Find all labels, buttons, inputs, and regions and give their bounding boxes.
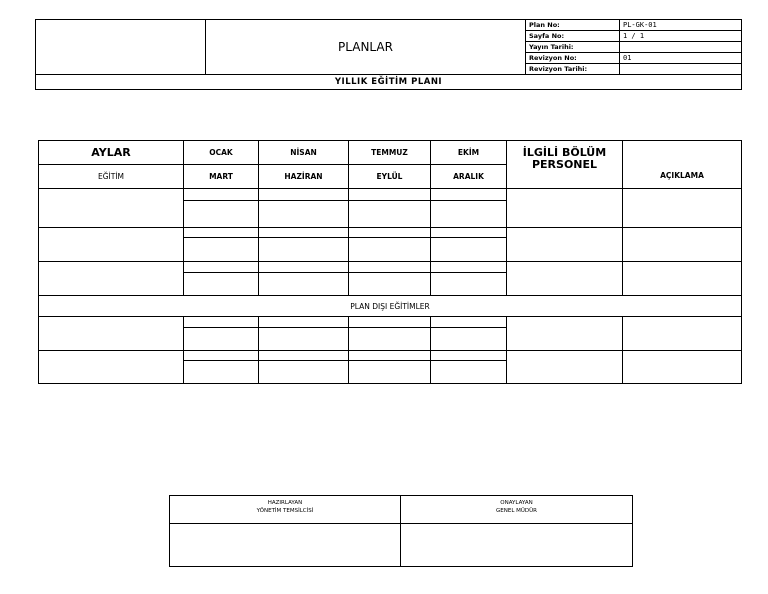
plan-cell[interactable] (184, 317, 259, 328)
plan-cell[interactable] (259, 351, 349, 361)
training-name-cell[interactable] (39, 317, 184, 351)
actual-cell[interactable] (431, 273, 507, 296)
plan-cell[interactable] (431, 262, 507, 273)
actual-cell[interactable] (184, 201, 259, 228)
revizyon-tarihi-value (620, 64, 742, 75)
plan-cell[interactable] (349, 189, 431, 201)
plan-cell[interactable] (259, 228, 349, 238)
actual-cell[interactable] (184, 328, 259, 351)
revizyon-tarihi-label: Revizyon Tarihi: (526, 64, 620, 75)
sayfa-no-label: Sayfa No: (526, 31, 620, 42)
ilgili-bolum-line2: PERSONEL (531, 158, 598, 171)
month-header-nisan: NİSAN (259, 141, 349, 165)
aciklama-header: AÇIKLAMA (623, 141, 742, 189)
actual-cell[interactable] (431, 361, 507, 384)
plan-disi-section-title: PLAN DIŞI EĞİTİMLER (39, 296, 742, 317)
actual-cell[interactable] (431, 238, 507, 262)
actual-cell[interactable] (184, 238, 259, 262)
personel-cell[interactable] (507, 262, 623, 296)
onaylayan-title: ONAYLAYAN (500, 500, 533, 506)
aciklama-cell[interactable] (623, 228, 742, 262)
aciklama-cell[interactable] (623, 189, 742, 228)
aylar-header: AYLAR (39, 141, 184, 165)
actual-cell[interactable] (349, 328, 431, 351)
actual-cell[interactable] (349, 201, 431, 228)
month-header-eylul: EYLÜL (349, 165, 431, 189)
hazirlayan-header (170, 496, 401, 524)
plan-cell[interactable] (184, 189, 259, 201)
revizyon-no-label: Revizyon No: (526, 53, 620, 64)
hazirlayan-title: HAZIRLAYAN (267, 500, 303, 506)
plan-cell[interactable] (184, 351, 259, 361)
plan-cell[interactable] (431, 351, 507, 361)
actual-cell[interactable] (349, 273, 431, 296)
personel-cell[interactable] (507, 228, 623, 262)
ilgili-bolum-line1: İLGİLİ BÖLÜM (522, 146, 607, 159)
actual-cell[interactable] (259, 201, 349, 228)
document-header (35, 19, 742, 90)
actual-cell[interactable] (259, 328, 349, 351)
hazirlayan-signature-cell[interactable] (170, 524, 401, 567)
aciklama-cell[interactable] (623, 262, 742, 296)
plan-cell[interactable] (431, 189, 507, 201)
actual-cell[interactable] (259, 238, 349, 262)
hazirlayan-role: YÖNETİM TEMSİLCİSİ (256, 508, 314, 514)
yayin-tarihi-value (620, 42, 742, 53)
plan-cell[interactable] (259, 262, 349, 273)
plan-cell[interactable] (349, 228, 431, 238)
plan-cell[interactable] (259, 189, 349, 201)
logo-cell (36, 20, 206, 75)
month-header-mart: MART (184, 165, 259, 189)
training-plan-table (38, 140, 742, 384)
actual-cell[interactable] (184, 361, 259, 384)
plan-cell[interactable] (184, 228, 259, 238)
egitim-header: EĞİTİM (39, 165, 184, 189)
page-title: PLANLAR (206, 20, 526, 75)
onaylayan-header (401, 496, 633, 524)
document-subtitle: YILLIK EĞİTİM PLANI (36, 75, 742, 90)
ilgili-bolum-header (507, 141, 623, 189)
personel-cell[interactable] (507, 189, 623, 228)
onaylayan-role: GENEL MÜDÜR (496, 508, 537, 514)
personel-cell[interactable] (507, 351, 623, 384)
training-name-cell[interactable] (39, 262, 184, 296)
sayfa-no-value: 1 / 1 (620, 31, 742, 42)
revizyon-no-value: 01 (620, 53, 742, 64)
plan-cell[interactable] (431, 317, 507, 328)
actual-cell[interactable] (431, 328, 507, 351)
plan-cell[interactable] (349, 317, 431, 328)
month-header-haziran: HAZİRAN (259, 165, 349, 189)
plan-cell[interactable] (349, 351, 431, 361)
actual-cell[interactable] (184, 273, 259, 296)
plan-no-value: PL-GK-01 (620, 20, 742, 31)
plan-cell[interactable] (349, 262, 431, 273)
month-header-aralik: ARALIK (431, 165, 507, 189)
plan-cell[interactable] (184, 262, 259, 273)
actual-cell[interactable] (349, 361, 431, 384)
plan-cell[interactable] (431, 228, 507, 238)
training-name-cell[interactable] (39, 228, 184, 262)
actual-cell[interactable] (349, 238, 431, 262)
month-header-ocak: OCAK (184, 141, 259, 165)
actual-cell[interactable] (431, 201, 507, 228)
plan-cell[interactable] (259, 317, 349, 328)
onaylayan-signature-cell[interactable] (401, 524, 633, 567)
plan-no-label: Plan No: (526, 20, 620, 31)
actual-cell[interactable] (259, 273, 349, 296)
month-header-ekim: EKİM (431, 141, 507, 165)
personel-cell[interactable] (507, 317, 623, 351)
training-name-cell[interactable] (39, 351, 184, 384)
aciklama-cell[interactable] (623, 351, 742, 384)
yayin-tarihi-label: Yayın Tarihi: (526, 42, 620, 53)
aciklama-cell[interactable] (623, 317, 742, 351)
month-header-temmuz: TEMMUZ (349, 141, 431, 165)
signature-table (169, 495, 633, 567)
training-name-cell[interactable] (39, 189, 184, 228)
actual-cell[interactable] (259, 361, 349, 384)
